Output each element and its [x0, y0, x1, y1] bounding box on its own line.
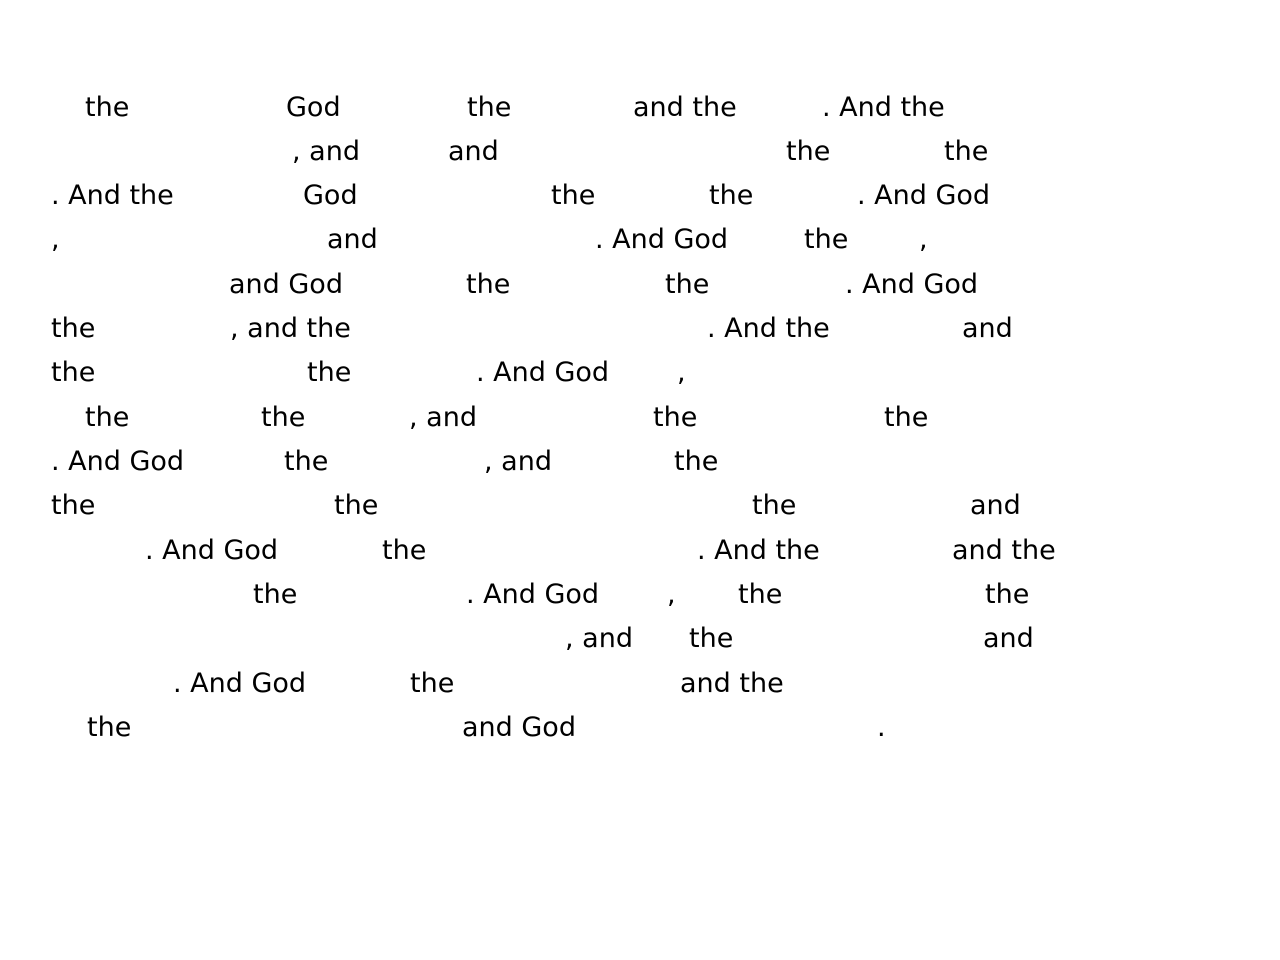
text-fragment: and	[962, 313, 1013, 344]
text-fragment: the	[382, 535, 427, 566]
text-fragment: the	[884, 402, 929, 433]
text-fragment: . And God	[845, 269, 979, 300]
text-fragment: . And God	[145, 535, 279, 566]
text-fragment: the	[665, 269, 710, 300]
text-fragment: the	[334, 490, 379, 521]
text-fragment: the	[674, 446, 719, 477]
text-fragment: the	[284, 446, 329, 477]
text-fragment: and	[983, 623, 1034, 654]
text-fragment: , and	[409, 402, 477, 433]
text-fragment: ,	[667, 579, 676, 610]
text-fragment: the	[307, 357, 352, 388]
text-fragment: the	[653, 402, 698, 433]
text-fragment: the	[261, 402, 306, 433]
text-fragment: . And God	[857, 180, 991, 211]
text-fragment: God	[303, 180, 358, 211]
text-fragment: . And God	[51, 446, 185, 477]
text-fragment: . And the	[697, 535, 820, 566]
text-fragment: the	[253, 579, 298, 610]
text-fragment: the	[466, 269, 511, 300]
text-fragment: the	[944, 136, 989, 167]
text-fragment: ,	[51, 224, 60, 255]
text-fragment: and	[448, 136, 499, 167]
text-fragment: and God	[229, 269, 343, 300]
text-fragment: . And the	[707, 313, 830, 344]
text-fragment: the	[85, 92, 130, 123]
text-fragment: and the	[633, 92, 737, 123]
text-fragment: the	[467, 92, 512, 123]
text-fragment: and	[970, 490, 1021, 521]
text-fragment: ,	[677, 357, 686, 388]
text-fragment: . And the	[822, 92, 945, 123]
text-fragment: , and	[484, 446, 552, 477]
text-fragment: the	[985, 579, 1030, 610]
text-fragment: and the	[952, 535, 1056, 566]
text-fragment: the	[709, 180, 754, 211]
text-fragment: the	[786, 136, 831, 167]
text-fragment: the	[738, 579, 783, 610]
text-fragment: the	[51, 313, 96, 344]
text-fragment: the	[752, 490, 797, 521]
text-fragment: the	[85, 402, 130, 433]
text-fragment: the	[689, 623, 734, 654]
text-fragment: , and	[565, 623, 633, 654]
text-fragment: the	[804, 224, 849, 255]
text-fragment: and the	[680, 668, 784, 699]
text-fragment: the	[551, 180, 596, 211]
text-fragment: God	[286, 92, 341, 123]
text-fragment: . And God	[476, 357, 610, 388]
text-fragment: and God	[462, 712, 576, 743]
text-fragment: the	[51, 490, 96, 521]
text-fragment: the	[87, 712, 132, 743]
text-fragment: and	[327, 224, 378, 255]
text-fragment: .	[877, 712, 886, 743]
text-fragment: . And the	[51, 180, 174, 211]
text-fragment: the	[410, 668, 455, 699]
text-fragment: . And God	[466, 579, 600, 610]
text-fragment: . And God	[595, 224, 729, 255]
text-fragment: , and	[292, 136, 360, 167]
text-fragment: the	[51, 357, 96, 388]
text-fragment: ,	[919, 224, 928, 255]
text-fragment: . And God	[173, 668, 307, 699]
text-fragment: , and the	[230, 313, 351, 344]
